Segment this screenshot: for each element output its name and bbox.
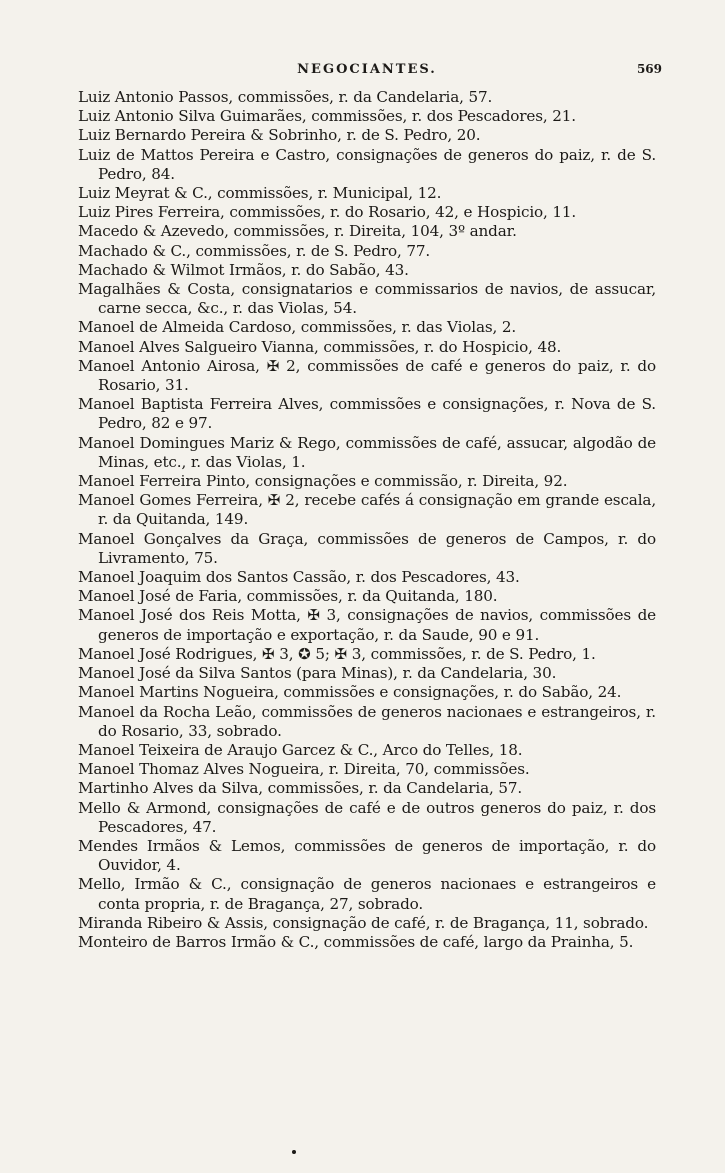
- merchant-entry: Manoel de Almeida Cardoso, commissões, r. das Violas, 2.: [78, 318, 517, 337]
- merchant-entry: Mendes Irmãos & Lemos, commissões de generos de importação, r. do Ouvidor, 4.: [78, 836, 656, 875]
- merchant-entry: Manoel Domingues Mariz & Rego, commissões de café, assucar, algodão de Minas, etc., r. das Violas, 1.: [78, 433, 656, 471]
- merchant-entry: Miranda Ribeiro & Assis, consignação de café, r. de Bragança, 11, sobrado.: [78, 913, 649, 932]
- merchant-entry: Manoel Gonçalves da Graça, commissões de generos de Campos, r. do Livramento, 75.: [78, 529, 656, 567]
- merchant-entry: Machado & Wilmot Irmãos, r. do Sabão, 43.: [78, 260, 409, 279]
- merchant-entry: Manoel Joaquim dos Santos Cassão, r. dos Pescadores, 43.: [78, 568, 520, 587]
- merchant-entry: Manoel Baptista Ferreira Alves, commissões e consignações, r. Nova de S. Pedro, 82 e 97.: [78, 395, 656, 433]
- merchant-entry: Luiz de Mattos Pereira e Castro, consignações de generos do paiz, r. de S. Pedro, 84.: [78, 145, 656, 183]
- merchant-entry: Mello & Armond, consignações de café e de outros generos do paiz, r. dos Pescadores, 47.: [78, 798, 656, 836]
- footer-dot: [292, 1150, 296, 1154]
- merchant-entry: Machado & C., commissões, r. de S. Pedro, 77.: [78, 241, 431, 260]
- merchant-list: [78, 88, 656, 952]
- merchant-entry: Luiz Pires Ferreira, commissões, r. do Rosario, 42, e Hospicio, 11.: [78, 203, 577, 222]
- directory-page: [78, 62, 662, 952]
- merchant-entry: Manoel José Rodrigues, ✠ 3, ✪ 5; ✠ 3, commissões, r. de S. Pedro, 1.: [78, 644, 596, 663]
- merchant-entry: Manoel José da Silva Santos (para Minas), r. da Candelaria, 30.: [78, 664, 557, 683]
- page-header: [78, 62, 662, 88]
- merchant-entry: Mello, Irmão & C., consignação de generos nacionaes e estrangeiros e conta propria, r. de Bragança, 27, sobrado.: [78, 875, 656, 913]
- merchant-entry: Manoel Teixeira de Araujo Garcez & C., Arco do Telles, 18.: [78, 740, 523, 759]
- merchant-entry: Manoel José de Faria, commissões, r. da Quitanda, 180.: [78, 587, 498, 606]
- merchant-entry: Monteiro de Barros Irmão & C., commissões de café, largo da Prainha, 5.: [78, 932, 634, 951]
- merchant-entry: Luiz Antonio Passos, commissões, r. da Candelaria, 57.: [78, 88, 493, 106]
- merchant-entry: Magalhães & Costa, consignatarios e commissarios de navios, de assucar, carne secca, &c., r. das Violas, 54.: [78, 280, 656, 318]
- merchant-entry: Manoel da Rocha Leão, commissões de generos nacionaes e estrangeiros, r. do Rosario, 33, sobrado.: [78, 702, 656, 740]
- running-title: NEGOCIANTES.: [297, 62, 437, 77]
- merchant-entry: Macedo & Azevedo, commissões, r. Direita, 104, 3º andar.: [78, 222, 517, 241]
- merchant-entry: Manoel Thomaz Alves Nogueira, r. Direita, 70, commissões.: [78, 760, 530, 779]
- merchant-entry: Manoel Alves Salgueiro Vianna, commissões, r. do Hospicio, 48.: [78, 337, 562, 356]
- merchant-entry: Martinho Alves da Silva, commissões, r. da Candelaria, 57.: [78, 779, 523, 798]
- merchant-entry: Manoel José dos Reis Motta, ✠ 3, consignações de navios, commissões de generos de importação e exportação, r. da Saude, 90 e 91.: [78, 606, 656, 644]
- merchant-entry: Manoel Gomes Ferreira, ✠ 2, recebe cafés á consignação em grande escala, r. da Quitanda, 149.: [78, 491, 656, 529]
- merchant-entry: Luiz Antonio Silva Guimarães, commissões, r. dos Pescadores, 21.: [78, 107, 576, 126]
- page-number: 569: [636, 62, 662, 76]
- merchant-entry: Luiz Meyrat & C., commissões, r. Municipal, 12.: [78, 184, 442, 203]
- merchant-entry: Manoel Martins Nogueira, commissões e consignações, r. do Sabão, 24.: [78, 683, 622, 702]
- merchant-entry: Manoel Ferreira Pinto, consignações e commissão, r. Direita, 92.: [78, 472, 568, 491]
- merchant-entry: Manoel Antonio Airosa, ✠ 2, commissões de café e generos do paiz, r. do Rosario, 31.: [78, 356, 656, 395]
- merchant-entry: Luiz Bernardo Pereira & Sobrinho, r. de S. Pedro, 20.: [78, 126, 481, 145]
